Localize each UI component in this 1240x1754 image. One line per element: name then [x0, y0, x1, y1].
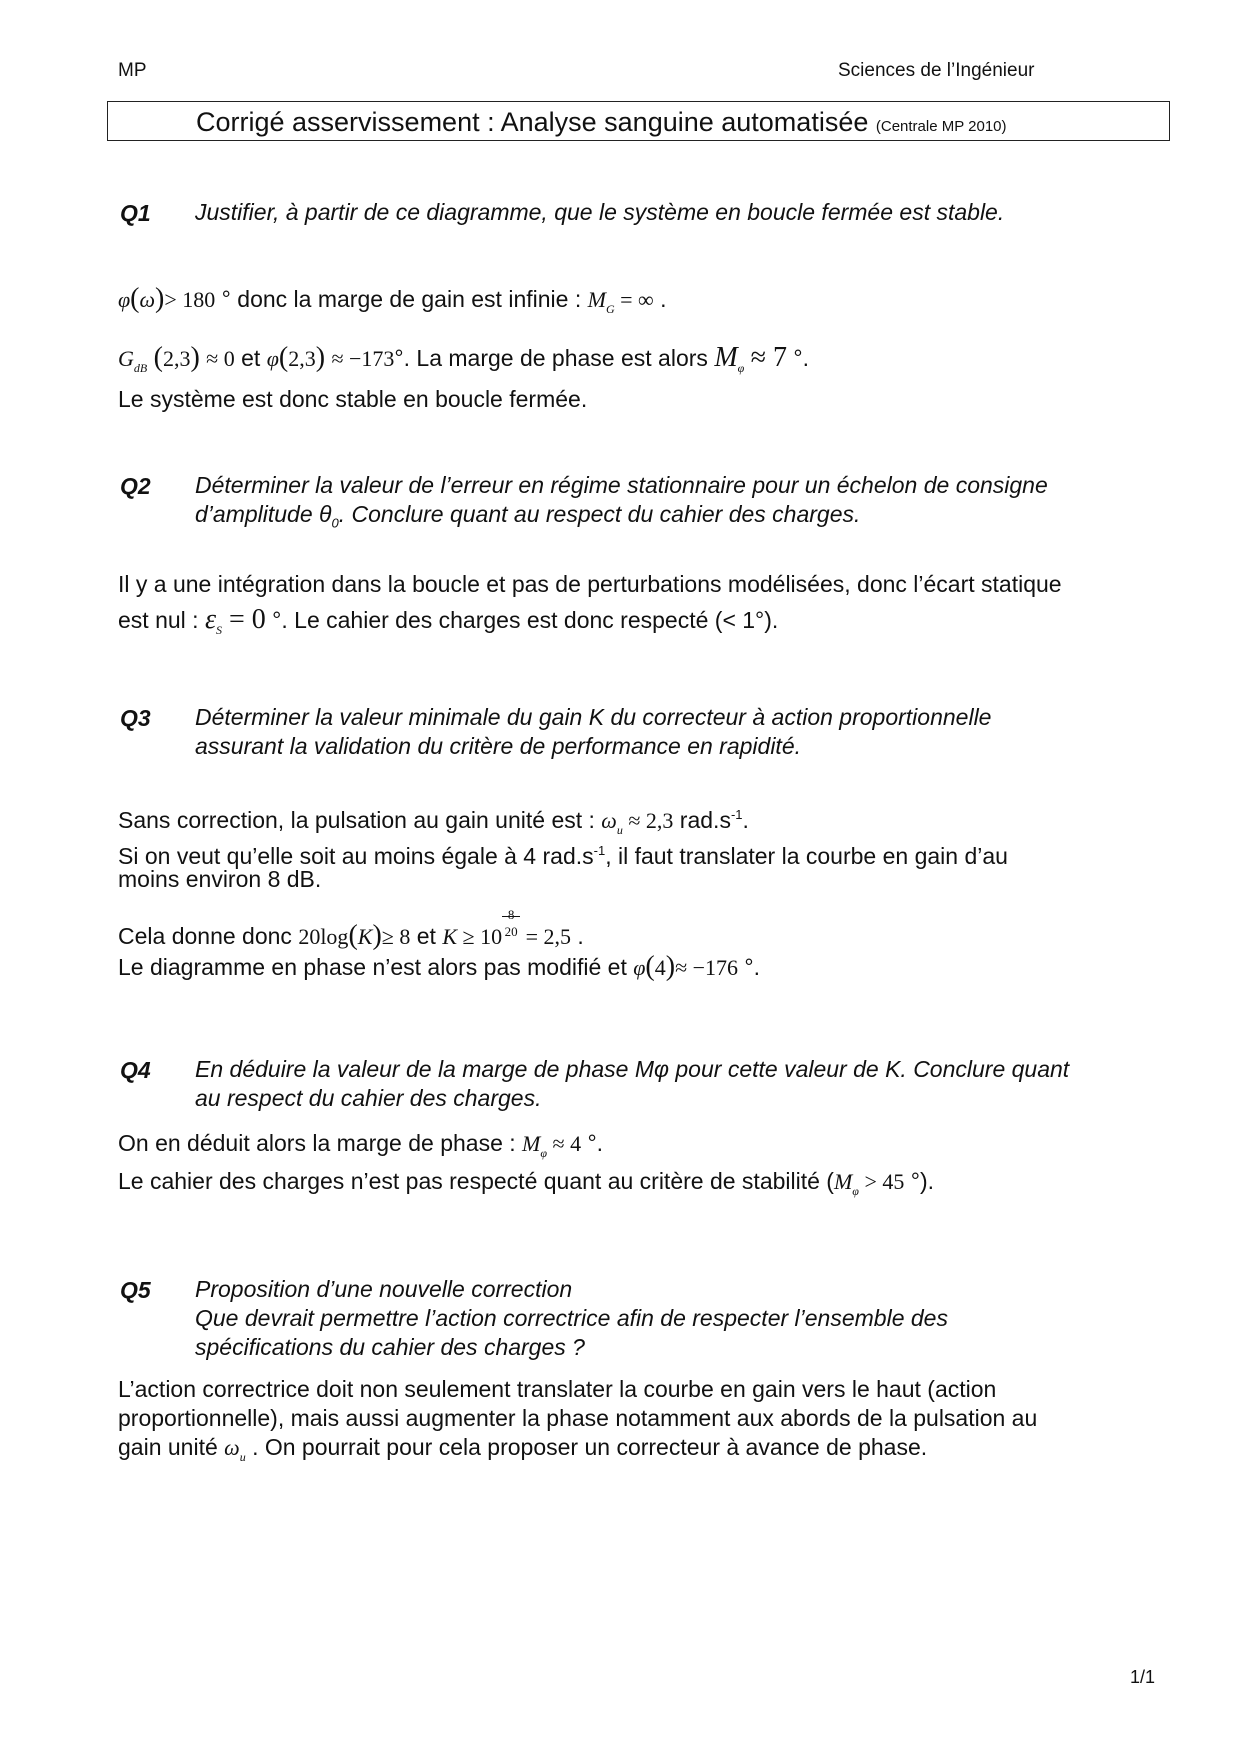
q4-question-2: au respect du cahier des charges.: [195, 1085, 542, 1111]
math: 2,3: [162, 346, 191, 371]
math: M: [587, 287, 606, 312]
math-sub: dB: [133, 361, 148, 375]
text: Le diagramme en phase n’est alors pas modifié et: [118, 954, 634, 980]
q2-line-2: [118, 605, 778, 645]
math: φ: [633, 955, 646, 980]
math: M: [522, 1131, 541, 1156]
q2-number: Q2: [120, 473, 151, 499]
exponent-fraction: [502, 907, 520, 939]
math: K: [357, 924, 373, 949]
math: ε: [204, 604, 216, 635]
math-sub: u: [616, 823, 623, 837]
page-title: [196, 107, 1007, 138]
math: 2,3: [288, 346, 316, 371]
math: = 0: [221, 604, 266, 635]
q3-line-5: Le diagramme en phase n’est alors pas modifié et φ(4)≈ −176 °.: [118, 951, 761, 982]
fraction-numerator: 8: [507, 907, 515, 922]
text: et: [234, 345, 267, 371]
text-sub: 0: [331, 515, 339, 531]
math: = 2,5: [520, 924, 572, 949]
math-sub: φ: [852, 1184, 859, 1198]
math: M: [714, 342, 738, 373]
q5-line-1: L’action correctrice doit non seulement translater la courbe en gain vers le haut (action: [118, 1376, 997, 1402]
q2-question-2: [195, 500, 860, 538]
text: . Conclure quant au respect du cahier des charges.: [338, 501, 861, 527]
math: G: [118, 346, 134, 371]
math: ≈ 2,3: [622, 808, 674, 833]
q5-question-3: spécifications du cahier des charges ?: [195, 1334, 585, 1360]
q3-line-4: Cela donne donc 20log(K)≥ 8 et K ≥ 10 8 20 = 2,5 .: [118, 912, 584, 951]
math: K: [442, 924, 458, 949]
math-sub: φ: [540, 1146, 547, 1160]
text: , il faut translater la courbe en gain d’au: [605, 843, 1008, 869]
math: ≈ −173: [331, 346, 395, 371]
q3-number: Q3: [120, 705, 151, 731]
math: ≥ 8: [381, 924, 411, 949]
math: φ: [118, 287, 131, 312]
title-box: [107, 101, 1170, 141]
text: °).: [904, 1168, 934, 1194]
math-sub: G: [605, 302, 615, 316]
text: Le cahier des charges n’est pas respecté quant au critère de stabilité (: [118, 1168, 834, 1194]
math: 20log: [298, 924, 349, 949]
math-sub: φ: [737, 361, 745, 375]
q5-question-2: Que devrait permettre l’action correctrice afin de respecter l’ensemble des: [195, 1305, 948, 1331]
math: ω: [224, 1435, 240, 1460]
q1-line-1: φ(ω)> 180 ° donc la marge de gain est infinie : $M_G$ = ∞ .: [118, 283, 667, 316]
math: = ∞: [614, 287, 654, 312]
text: °.: [581, 1130, 604, 1156]
q5-line-3: [118, 1433, 927, 1472]
text: d’amplitude θ: [195, 501, 332, 527]
math: M: [833, 1169, 853, 1194]
math: ≈ −176: [675, 955, 739, 980]
math: ≥ 10: [457, 924, 503, 949]
title-source: (Centrale MP 2010): [875, 118, 1007, 135]
q1-question: Justifier, à partir de ce diagramme, que le système en boucle fermée est stable.: [195, 199, 1005, 225]
q4-line-1: [118, 1129, 603, 1168]
q4-line-2: [118, 1167, 934, 1206]
q5-number: Q5: [120, 1277, 151, 1303]
header-right: Sciences de l’Ingénieur: [838, 60, 1035, 81]
math: 4: [654, 955, 666, 980]
q4-question-1: En déduire la valeur de la marge de phase Mφ pour cette valeur de K. Conclure quant: [195, 1056, 1070, 1082]
text-sup: -1: [593, 843, 606, 858]
math-sub: u: [239, 1450, 246, 1464]
text: .: [742, 807, 749, 833]
text: °. La marge de phase est alors: [394, 345, 715, 371]
text: et: [410, 923, 443, 949]
text: Si on veut qu’elle soit au moins égale à 4 rad.s: [118, 843, 594, 869]
math: ≈ 4: [547, 1131, 582, 1156]
text: . On pourrait pour cela proposer un correcteur à avance de phase.: [245, 1434, 928, 1460]
text: On en déduit alors la marge de phase :: [118, 1130, 523, 1156]
text: ° donc la marge de gain est infinie :: [215, 286, 588, 312]
fraction-denominator: 20: [502, 916, 520, 946]
text: est nul :: [118, 607, 205, 633]
text: .: [571, 923, 584, 949]
q3-question-2: assurant la validation du critère de performance en rapidité.: [195, 733, 802, 759]
math: ω: [601, 808, 617, 833]
q2-question-1: Déterminer la valeur de l’erreur en régime stationnaire pour un échelon de consigne: [195, 472, 1048, 498]
text: .: [653, 286, 667, 312]
q2-line-1: Il y a une intégration dans la boucle et pas de perturbations modélisées, donc l’écart statique: [118, 571, 1062, 597]
q1-line-2: $G_{dB}$ (2,3) ≈ 0 et φ(2,3) ≈ −173°. La marge de phase est alors $M_\varphi \approx 7$ °.: [118, 342, 810, 375]
text: °.: [738, 954, 761, 980]
q5-line-2: proportionnelle), mais aussi augmenter la phase notamment aux abords de la pulsation au: [118, 1405, 1038, 1431]
text: Sans correction, la pulsation au gain unité est :: [118, 807, 602, 833]
q5-question-1: Proposition d’une nouvelle correction: [195, 1276, 573, 1302]
text: °.: [787, 345, 810, 371]
text-sup: -1: [730, 807, 743, 822]
math: ω: [139, 287, 156, 312]
header-left: MP: [118, 60, 147, 81]
math: > 45: [858, 1169, 905, 1194]
math-sub: S: [215, 623, 222, 637]
text: rad.s: [673, 807, 731, 833]
text: °. Le cahier des charges est donc respecté (< 1°).: [265, 607, 779, 633]
math: φ: [266, 346, 279, 371]
q1-number: Q1: [120, 200, 151, 226]
q1-line-3: Le système est donc stable en boucle fermée.: [118, 386, 588, 412]
q4-number: Q4: [120, 1057, 151, 1083]
text: gain unité: [118, 1434, 225, 1460]
math: ≈ 7: [750, 342, 788, 373]
q3-line-3: moins environ 8 dB.: [118, 866, 322, 892]
page-number: 1/1: [1130, 1667, 1156, 1687]
text: Cela donne donc: [118, 923, 299, 949]
q3-question-1: Déterminer la valeur minimale du gain K du correcteur à action proportionnelle: [195, 704, 992, 730]
math: ≈ 0: [206, 346, 235, 371]
math: > 180: [164, 287, 216, 312]
title-main: Corrigé asservissement : Analyse sanguine automatisée: [196, 107, 869, 137]
